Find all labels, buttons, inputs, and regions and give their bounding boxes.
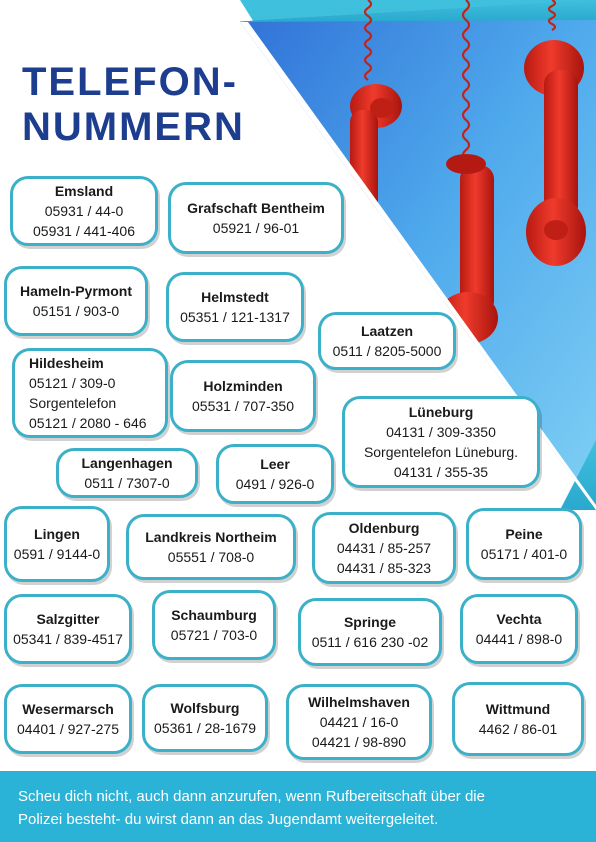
phone-number: 0591 / 9144-0 <box>13 545 101 562</box>
title-line-1: TELEFON- <box>22 60 238 104</box>
footer-banner <box>0 771 596 842</box>
phone-number: 0511 / 616 230 -02 <box>311 633 429 650</box>
card-name: Oldenburg <box>348 519 420 536</box>
phone-number: 04131 / 309-3350 <box>386 423 496 440</box>
contact-card-peine <box>466 508 582 580</box>
phone-number: 05931 / 441-406 <box>33 222 135 239</box>
phone-number: 04441 / 898-0 <box>475 630 563 647</box>
card-name: Langenhagen <box>81 454 173 471</box>
contact-card-leer <box>216 444 334 504</box>
card-name: Salzgitter <box>36 610 100 627</box>
card-name: Emsland <box>54 182 114 199</box>
contact-card-helmstedt <box>166 272 304 342</box>
card-name: Wesermarsch <box>22 700 114 717</box>
contact-card-salzgitter <box>4 594 132 664</box>
card-name: Wolfsburg <box>170 699 240 716</box>
card-name: Peine <box>505 525 543 542</box>
phone-number: 04131 / 355-35 <box>393 463 489 480</box>
contact-card-emsland <box>10 176 158 246</box>
phone-number: 05341 / 839-4517 <box>13 630 123 647</box>
contact-card-wittmund <box>452 682 584 756</box>
card-name: Grafschaft Bentheim <box>187 199 325 216</box>
footer-text-line-1: Scheu dich nicht, auch dann anzurufen, wenn Rufbereitschaft über die <box>18 788 485 805</box>
phone-number: 05121 / 2080 - 646 <box>29 414 147 431</box>
contact-card-langenhagen <box>56 448 198 498</box>
contact-card-lingen <box>4 506 110 582</box>
phone-number: 05151 / 903-0 <box>32 302 120 319</box>
title-line-2: NUMMERN <box>22 105 245 149</box>
phone-number: 04401 / 927-275 <box>17 720 119 737</box>
card-name: Hildesheim <box>29 354 104 371</box>
phone-number: 04431 / 85-257 <box>336 539 432 556</box>
phone-number: 0511 / 8205-5000 <box>332 342 442 359</box>
contact-card-oldenburg <box>312 512 456 584</box>
phone-number: 04421 / 16-0 <box>319 713 399 730</box>
card-name: Lingen <box>34 525 80 542</box>
contact-card-wilhelmshaven <box>286 684 432 760</box>
phone-number: 05361 / 28-1679 <box>154 719 256 736</box>
contact-card-holzminden <box>170 360 316 432</box>
contact-card-laatzen <box>318 312 456 370</box>
phone-number: 05531 / 707-350 <box>192 397 294 414</box>
card-name: Landkreis Northeim <box>145 528 277 545</box>
phone-number: 05351 / 121-1317 <box>180 308 290 325</box>
card-name: Hameln-Pyrmont <box>19 282 133 299</box>
phone-number: 05551 / 708-0 <box>167 548 255 565</box>
phone-number: 05121 / 309-0 <box>29 374 116 391</box>
card-name: Laatzen <box>360 322 414 339</box>
card-name: Wittmund <box>485 700 551 717</box>
card-name: Helmstedt <box>201 288 269 305</box>
page-title <box>22 60 245 150</box>
phone-number: 04431 / 85-323 <box>336 559 432 576</box>
contact-card-vechta <box>460 594 578 664</box>
contact-card-lueneburg <box>342 396 540 488</box>
card-name: Lüneburg <box>408 403 474 420</box>
contact-card-hildesheim <box>12 348 168 438</box>
phone-number: 05921 / 96-01 <box>212 219 300 236</box>
contact-card-landkreis-northeim <box>126 514 296 580</box>
contact-card-schaumburg <box>152 590 276 660</box>
contact-card-wolfsburg <box>142 684 268 752</box>
card-name: Leer <box>260 455 290 472</box>
contact-card-hameln-pyrmont <box>4 266 148 336</box>
card-name: Wilhelmshaven <box>308 693 410 710</box>
phone-number: 04421 / 98-890 <box>311 733 407 750</box>
contact-card-springe <box>298 598 442 666</box>
footer-text-line-2: Polizei besteht- du wirst dann an das Jugendamt weitergeleitet. <box>18 811 439 828</box>
hotline-label: Sorgentelefon <box>29 394 117 411</box>
phone-number: 0491 / 926-0 <box>235 475 315 492</box>
phone-number: 05721 / 703-0 <box>170 626 258 643</box>
phone-number: 0511 / 7307-0 <box>84 474 170 491</box>
phone-number: 4462 / 86-01 <box>478 720 558 737</box>
card-name: Schaumburg <box>171 606 257 623</box>
phone-number: 05171 / 401-0 <box>480 545 568 562</box>
card-name: Vechta <box>496 610 542 627</box>
card-name: Springe <box>343 613 397 630</box>
hotline-label: Sorgentelefon Lüneburg. <box>363 443 519 460</box>
contact-card-grafschaft-bentheim <box>168 182 344 254</box>
card-name: Holzminden <box>203 377 283 394</box>
contact-card-wesermarsch <box>4 684 132 754</box>
phone-number: 05931 / 44-0 <box>44 202 124 219</box>
